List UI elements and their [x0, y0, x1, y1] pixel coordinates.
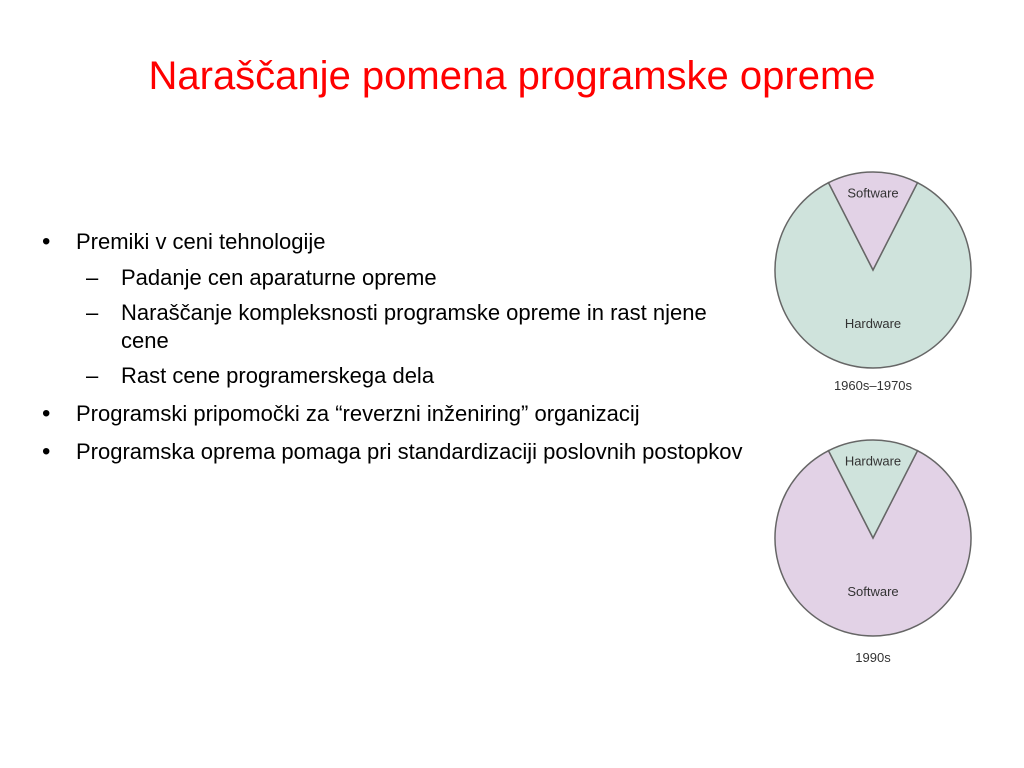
sub-bullet-item [76, 299, 752, 355]
pie-charts-svg [766, 168, 982, 678]
pie-chart-title: 1990s [855, 650, 891, 665]
pie-slice-label: Software [847, 583, 899, 599]
slide-title: Naraščanje pomena programske opreme [148, 54, 876, 98]
dash-icon: – [86, 363, 99, 388]
pie-charts [766, 168, 982, 678]
bullet-list [40, 228, 752, 476]
dash-icon: – [86, 265, 99, 290]
pie-slice-label: Software [847, 185, 899, 201]
pie-slice-label: Hardware [844, 315, 902, 331]
sub-bullet-item [76, 264, 752, 292]
sub-bullet-text: Naraščanje kompleksnosti programske opreme in rast njene cene [121, 300, 707, 353]
bullet-dot-icon: • [42, 228, 51, 255]
bullet-dot-icon: • [42, 438, 51, 465]
pie-chart-title: 1960s–1970s [833, 378, 913, 393]
sub-bullet-text: Padanje cen aparaturne opreme [121, 265, 437, 290]
dash-icon: – [86, 300, 99, 325]
sub-bullet-text: Rast cene programerskega dela [121, 363, 435, 388]
sub-bullet-item [76, 362, 752, 390]
bullet-text: Programski pripomočki za “reverzni inženiring” organizacij [76, 401, 640, 426]
pie-slice-label: Hardware [844, 453, 902, 469]
bullet-text: Premiki v ceni tehnologije [76, 229, 326, 254]
bullet-item [40, 228, 752, 390]
bullet-item [40, 400, 752, 428]
bullet-dot-icon: • [42, 400, 51, 427]
bullet-text: Programska oprema pomaga pri standardizaciji poslovnih postopkov [76, 439, 743, 464]
bullet-item [40, 438, 752, 466]
